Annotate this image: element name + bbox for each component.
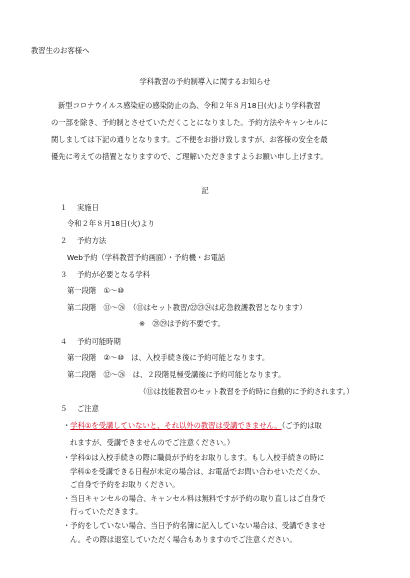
intro-line: 新型コロナウイルス感染症の感染防止の為、令和２年８月18日(火)より学科教習 [58, 101, 321, 110]
section-heading: ご注意 [77, 404, 99, 413]
warning-text: 学科①を受講していないと、それ以外の教習は受講できません。 [70, 421, 282, 430]
section-number: ２ [60, 236, 68, 245]
intro-line: 関しましては下記の通りとなります。ご不便をお掛け致しますが、お客様の安全を最 [51, 135, 328, 144]
section-heading: 実施日 [77, 203, 99, 212]
intro-line: の一部を除き、予約制とさせていただくことになりました。予約方法やキャンセルに [51, 118, 328, 127]
section-heading: 予約可能時期 [77, 337, 121, 346]
caution-text: 行っていただきます。 [70, 507, 143, 517]
page-title: 学科教習の予約制導入に関するお知らせ [139, 77, 271, 86]
section-number: ３ [60, 270, 68, 279]
caution-text: 学科①を受講できる日程が未定の場合は、お電話でお問い合わせいただくか、 [70, 466, 325, 476]
caution-bullet-3: ・当日キャンセルの場合、キャンセル料は無料ですが予約の取り直しはご自身で [63, 493, 326, 503]
section-heading: 予約方法 [77, 236, 107, 245]
salutation: 教習生のお客様へ [31, 46, 90, 55]
stage-2-line: 第二段階 ⑫〜㉖ は、２段階見極受講後に予約可能となります。 [67, 370, 286, 379]
stage-1-line: 第一段階 ②〜⑩ は、入校手続き後に予約可能となります。 [67, 353, 270, 362]
stage-2-note: ※ ㉘㉙は予約不要です。 [139, 319, 225, 328]
caution-bullet-4: ・予約をしていない場合、当日予約名簿に記入していない場合は、受講できませ [63, 521, 326, 530]
ki-heading: 記 [201, 186, 209, 195]
stage-1-line: 第一段階 ①〜⑩ [67, 286, 124, 295]
stage-note: （⑪は技能教習のセット教習を予約時に自動的に予約されます。） [139, 387, 354, 396]
section-number: ４ [60, 337, 68, 346]
section-body: Web予約（学科教習予約画面）・予約機・お電話 [67, 253, 226, 262]
stage-2-line: 第二段階 ⑪〜㉖ （⑪はセット教習/㉒㉓㉔は応急救護教習となります） [67, 303, 307, 312]
section-body: 令和２年８月18日(火)より [67, 219, 155, 228]
caution-text: ん。その際は退室していただく場合もありますのでご注意ください。 [70, 534, 297, 544]
caution-bullet-1 [63, 421, 322, 431]
section-number: ５ [60, 404, 68, 413]
caution-bullet-2: ・学科①は入校手続きの際に職員が予約をお取りします。もし入校手続きの時に [63, 453, 325, 462]
section-number: １ [60, 203, 68, 212]
bullet-mark: ・ [63, 421, 71, 430]
intro-line: 優先に考えての措置となりますので、ご理解いただきますようお願い申し上げます。 [51, 152, 328, 161]
caution-text: ご自身で予約をお取りください。 [70, 480, 180, 490]
caution-text: れますが、受講できませんのでご注意ください。） [70, 438, 235, 447]
caution-text: （ご予約は取 [281, 421, 322, 430]
section-heading: 予約が必要となる学科 [77, 270, 150, 279]
